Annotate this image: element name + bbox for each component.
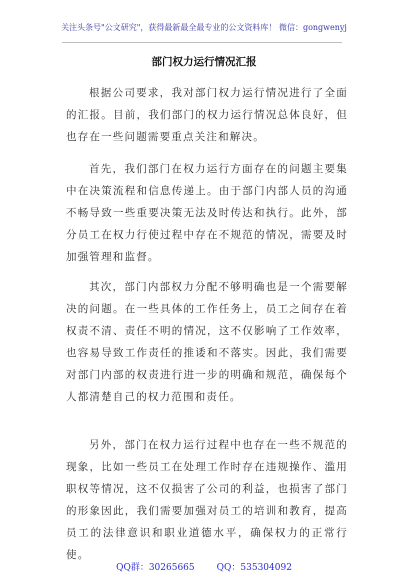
- footer-qq-group: QQ群：30265665: [116, 563, 195, 573]
- footer-contact: [0, 560, 408, 573]
- header-divider: [62, 42, 342, 43]
- document-title: 部门权力运行情况汇报: [151, 56, 257, 68]
- paragraph-second-issue: 其次，部门内部权力分配不够明确也是一个需要解决的问题。在一些具体的工作任务上，员工之间存在着权责不清、责任不明的情况，这不仅影响了工作效率，也容易导致工作责任的推诿和不落实。因此，我们需要对部门内部的权责进行进一步的明确和规范，确保每个人都清楚自己的权力范围和责任。: [66, 281, 348, 403]
- paragraph-intro: 根据公司要求，我对部门权力运行情况进行了全面的汇报。目前，我们部门的权力运行情况总体良好，但也存在一些问题需要重点关注和解决。: [66, 87, 348, 143]
- footer-qq-number: QQ：535304092: [216, 563, 292, 573]
- paragraph-first-issue: 首先，我们部门在权力运行方面存在的问题主要集中在决策流程和信息传递上。由于部门内部人员的沟通不畅导致一些重要决策无法及时传达和执行。此外，部分员工在权力行使过程中存在不规范的情况，需要及时加强管理和监督。: [66, 163, 348, 263]
- paragraph-other-issue: 另外，部门在权力运行过程中也存在一些不规范的现象，比如一些员工在处理工作时存在违规操作、滥用职权等情况，这不仅损害了公司的利益，也损害了部门的形象因此，我们需要加强对员工的培训和教育，提高员工的法律意识和职业道德水平，确保权力的正常行使。: [66, 439, 348, 561]
- header-notice: 关注头条号"公文研究"，获得最新最全最专业的公文资料库！ 微信：gongwenyj: [61, 23, 347, 32]
